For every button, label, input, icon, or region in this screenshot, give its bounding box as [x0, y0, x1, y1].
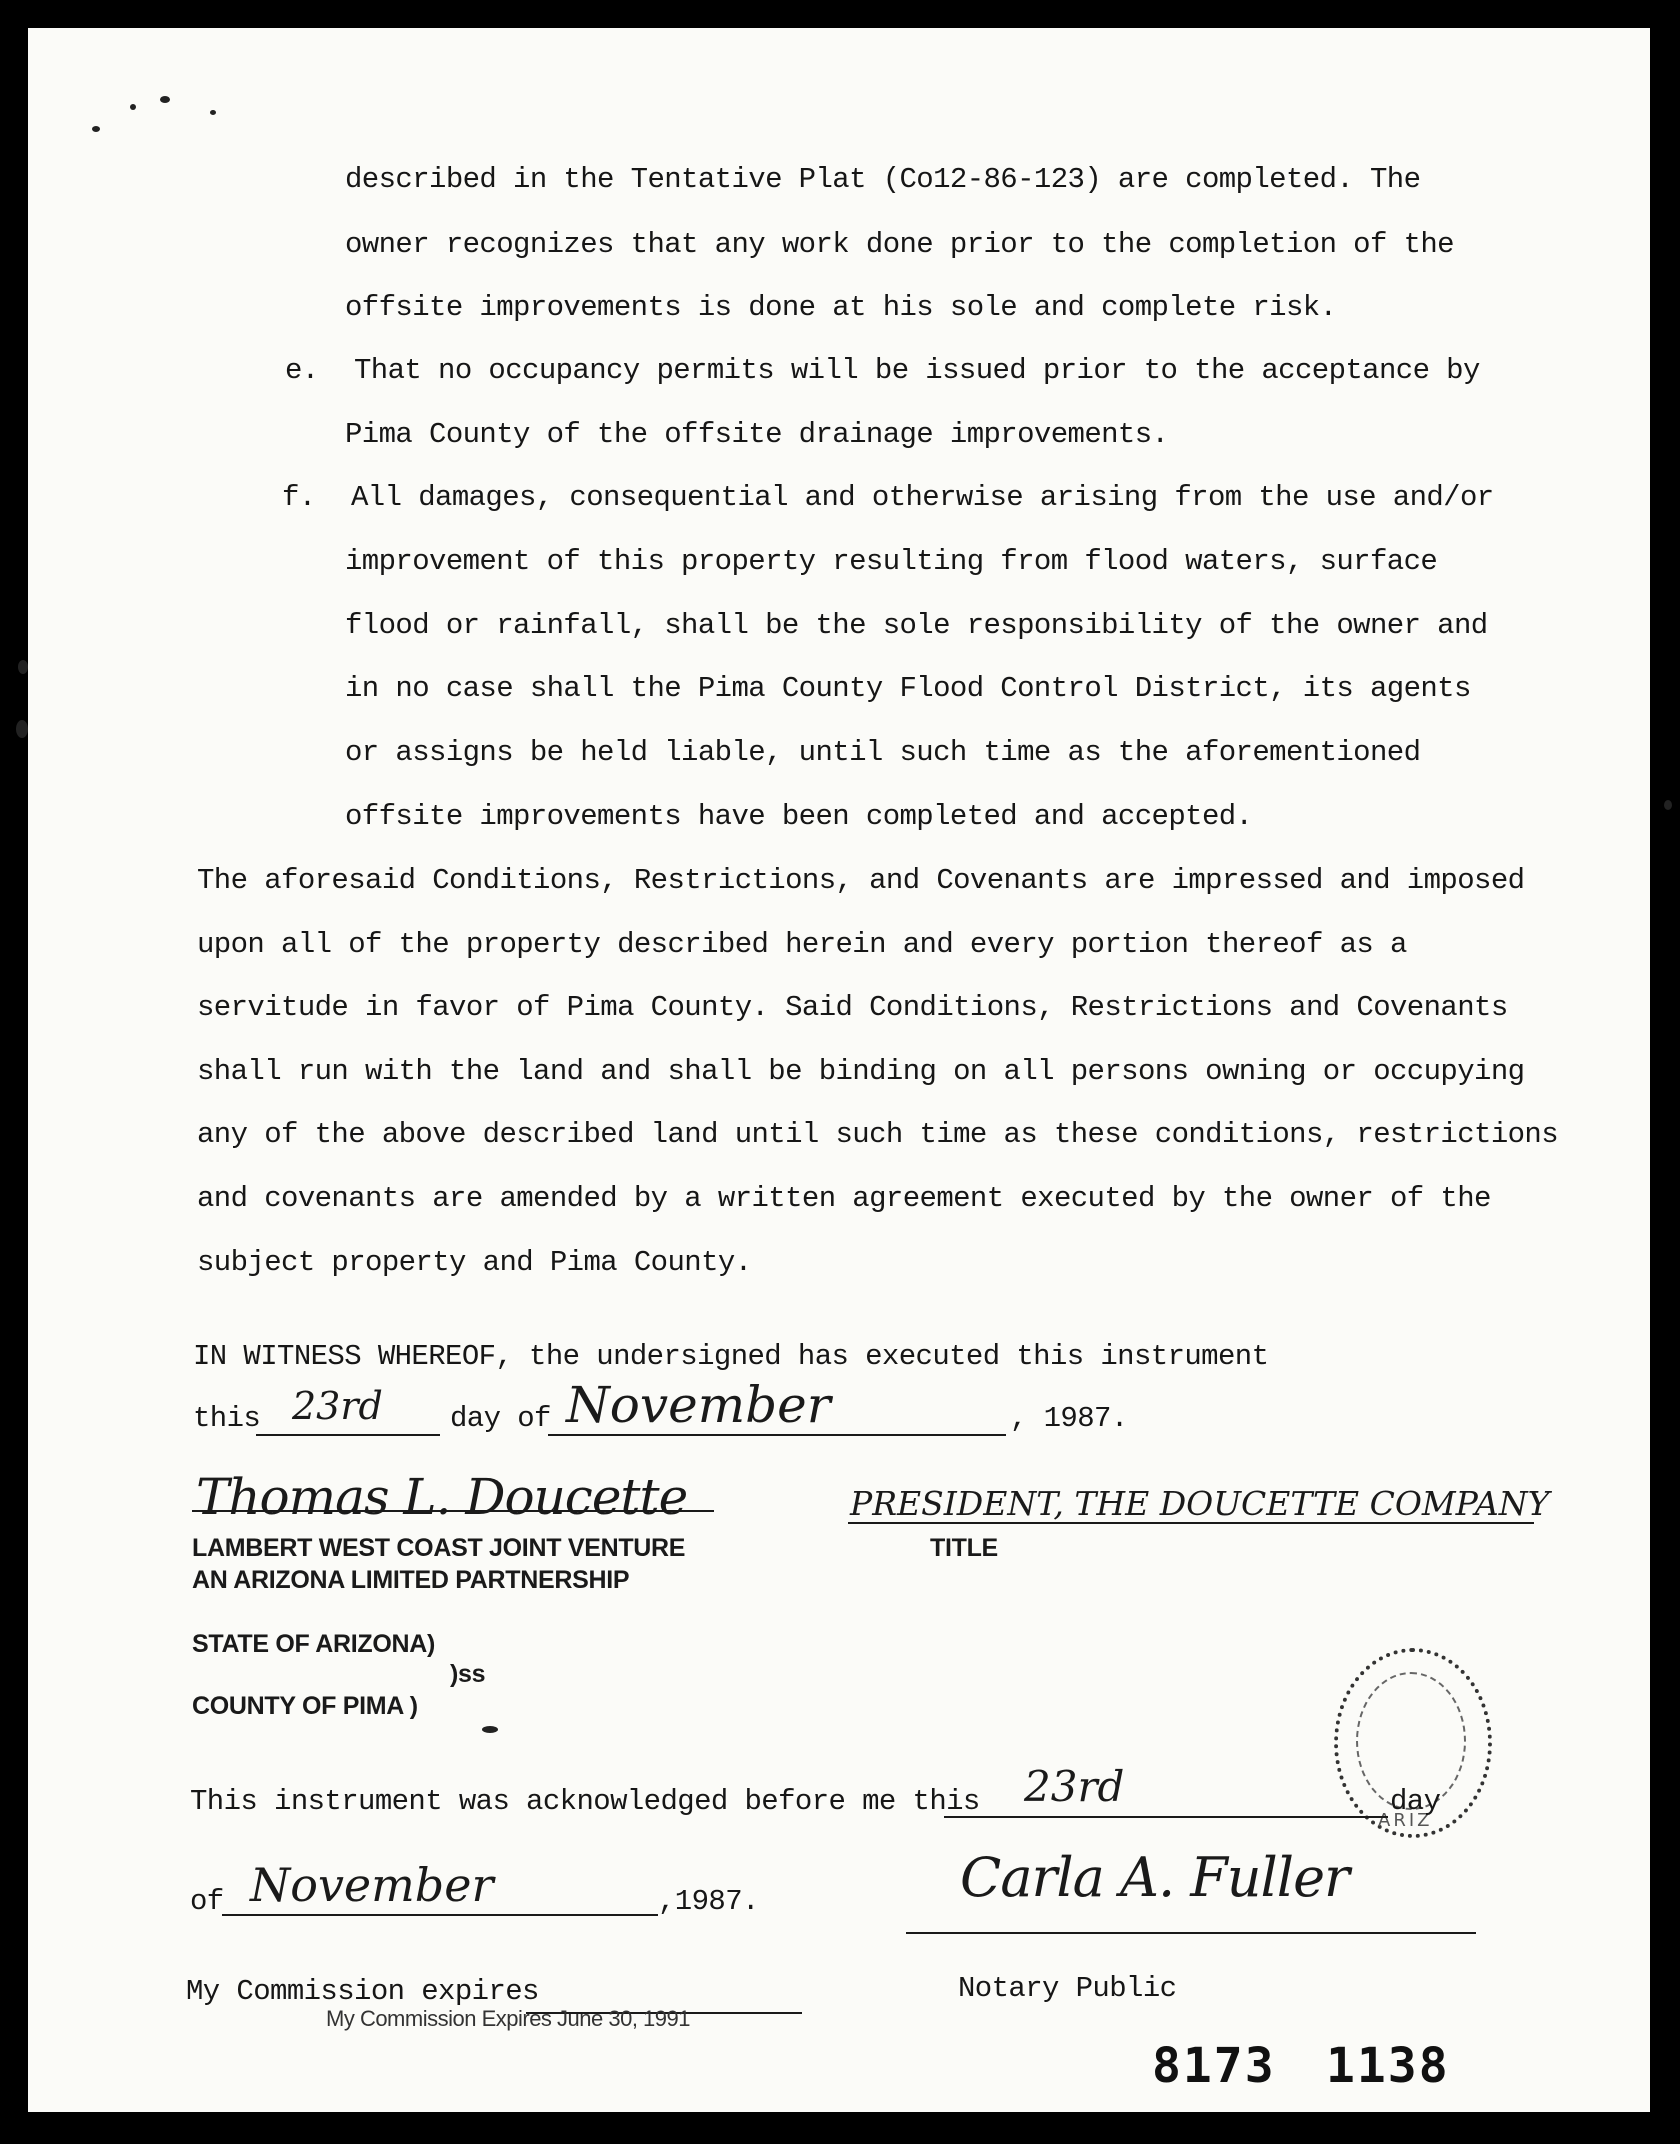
scan-speck — [16, 720, 28, 738]
body-line: subject property and Pima County. — [197, 1246, 752, 1279]
scan-speck — [160, 96, 170, 103]
body-line: offsite improvements have been completed and accepted. — [345, 800, 1253, 833]
page-number: 1138 — [1326, 2038, 1450, 2094]
body-line: in no case shall the Pima County Flood Control District, its agents — [345, 672, 1471, 705]
item-marker-e: e. — [285, 354, 319, 387]
commission-label: My Commission expires — [186, 1975, 539, 2008]
title-signature-line — [848, 1498, 1534, 1524]
witness-clause: IN WITNESS WHEREOF, the undersigned has executed this instrument — [193, 1340, 1269, 1373]
body-line: owner recognizes that any work done prior to the completion of the — [345, 228, 1454, 261]
venue-state: STATE OF ARIZONA) — [192, 1630, 436, 1658]
scan-speck — [210, 110, 216, 115]
body-line: upon all of the property described herein and every portion thereof as a — [197, 928, 1407, 961]
signer-signature-line — [192, 1486, 714, 1512]
body-line: The aforesaid Conditions, Restrictions, and Covenants are impressed and imposed — [197, 864, 1525, 897]
witness-year: , 1987. — [1010, 1402, 1128, 1435]
body-line: offsite improvements is done at his sole and complete risk. — [345, 291, 1337, 324]
ack-day-handwritten: 23rd — [1024, 1762, 1125, 1811]
entity-type: AN ARIZONA LIMITED PARTNERSHIP — [192, 1566, 630, 1594]
ack-year: ,1987. — [658, 1885, 759, 1918]
title-label: TITLE — [930, 1534, 998, 1562]
venue-ss: )ss — [450, 1660, 486, 1688]
scan-speck — [92, 126, 100, 132]
scan-speck — [1664, 800, 1672, 810]
body-line: improvement of this property resulting from flood waters, surface — [345, 545, 1438, 578]
body-line: and covenants are amended by a written agreement executed by the owner of the — [197, 1182, 1491, 1215]
body-line: Pima County of the offsite drainage improvements. — [345, 418, 1169, 451]
witness-this-label: this — [193, 1402, 261, 1435]
signer-signature: Thomas L. Doucette — [196, 1468, 688, 1526]
body-line: servitude in favor of Pima County. Said Conditions, Restrictions and Covenants — [197, 991, 1508, 1024]
venue-county: COUNTY OF PIMA ) — [192, 1692, 418, 1720]
ack-month-handwritten: November — [250, 1858, 494, 1912]
body-line: shall run with the land and shall be binding on all persons owning or occupying — [197, 1055, 1525, 1088]
commission-stamp: My Commission Expires June 30, 1991 — [326, 2006, 690, 2031]
body-line: or assigns be held liable, until such time as the aforementioned — [345, 736, 1421, 769]
witness-day-of-label: day of — [450, 1402, 551, 1435]
body-line: All damages, consequential and otherwise arising from the use and/or — [351, 481, 1494, 514]
notary-signature-line — [906, 1930, 1476, 1934]
notary-seal-text: ARIZ — [1378, 1810, 1433, 1831]
acknowledgment-text: This instrument was acknowledged before me this — [190, 1785, 980, 1818]
scan-speck — [482, 1726, 498, 1733]
witness-day-handwritten: 23rd — [292, 1384, 383, 1428]
scan-speck — [18, 660, 28, 674]
body-line: flood or rainfall, shall be the sole responsibility of the owner and — [345, 609, 1488, 642]
body-line: That no occupancy permits will be issued prior to the acceptance by — [354, 354, 1480, 387]
entity-name: LAMBERT WEST COAST JOINT VENTURE — [192, 1534, 686, 1562]
witness-month-handwritten: November — [566, 1376, 831, 1434]
ack-day-label: day — [1390, 1785, 1441, 1818]
ack-day-field — [944, 1772, 1388, 1818]
scan-speck — [130, 104, 136, 110]
body-line: described in the Tentative Plat (Co12-86-123) are completed. The — [345, 163, 1421, 196]
body-line: any of the above described land until such time as these conditions, restrictions — [197, 1118, 1559, 1151]
notary-signature: Carla A. Fuller — [960, 1846, 1349, 1909]
ack-of-label: of — [190, 1885, 224, 1918]
notary-public-label: Notary Public — [958, 1972, 1177, 2005]
item-marker-f: f. — [282, 481, 316, 514]
docket-number: 8173 — [1152, 2038, 1276, 2094]
signer-title-handwritten: PRESIDENT, THE DOUCETTE COMPANY — [850, 1484, 1550, 1523]
